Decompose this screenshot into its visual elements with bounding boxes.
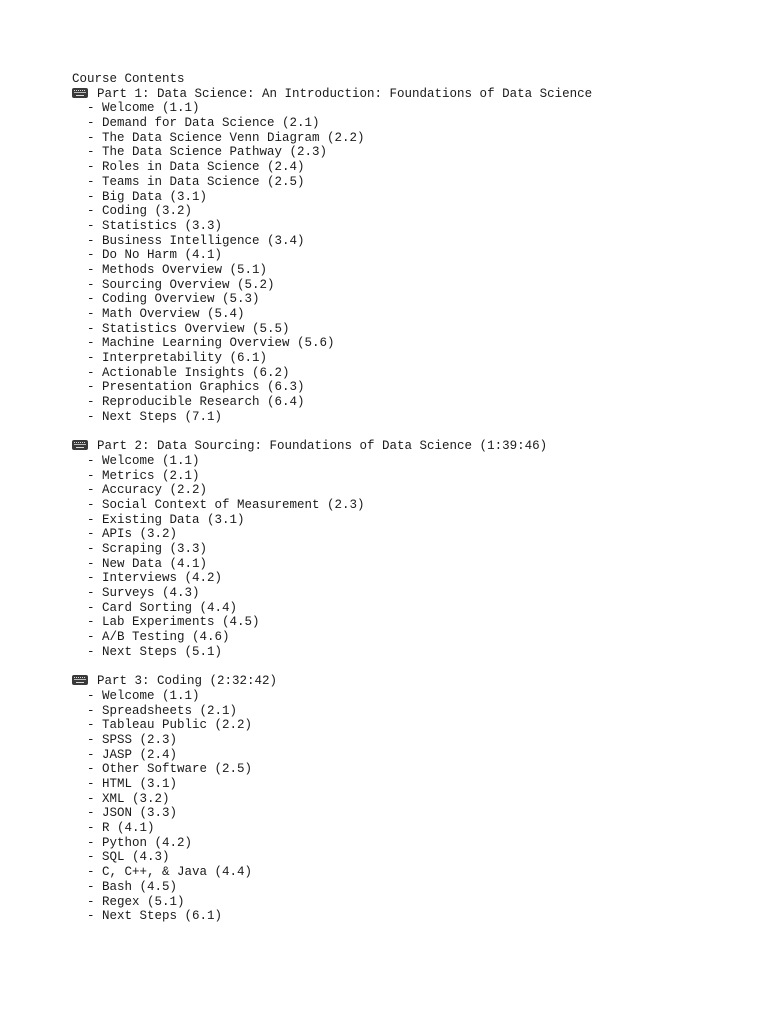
list-item <box>72 792 732 807</box>
list-item <box>72 895 732 910</box>
list-item-label: Reproducible Research (6.4) <box>102 395 305 410</box>
list-bullet: - <box>87 571 103 586</box>
part-1-items <box>72 101 732 424</box>
list-item-label: Accuracy (2.2) <box>102 483 208 498</box>
list-item <box>72 630 732 645</box>
list-item-label: Next Steps (6.1) <box>102 909 223 924</box>
list-item <box>72 498 732 513</box>
list-item-label: HTML (3.1) <box>102 777 178 791</box>
list-item-label: Do No Harm (4.1) <box>102 248 223 263</box>
list-item-label: APIs (3.2) <box>102 527 178 542</box>
list-item-label: Welcome (1.1) <box>102 453 200 468</box>
list-item <box>72 586 732 601</box>
list-item-label: Teams in Data Science (2.5) <box>102 174 305 189</box>
list-item-label: Big Data (3.1) <box>102 189 208 204</box>
list-item <box>72 145 732 160</box>
list-bullet: - <box>87 762 103 777</box>
list-item <box>72 777 732 792</box>
list-bullet: - <box>87 894 103 909</box>
list-item <box>72 307 732 322</box>
list-item-label: Coding (3.2) <box>102 204 193 219</box>
list-bullet: - <box>87 145 103 160</box>
list-item <box>72 836 732 851</box>
list-bullet: - <box>87 101 103 116</box>
list-item-label: The Data Science Venn Diagram (2.2) <box>102 130 365 145</box>
list-item <box>72 380 732 395</box>
keyboard-icon <box>72 440 88 450</box>
list-item-label: Welcome (1.1) <box>102 688 200 703</box>
part-2-items <box>72 454 732 660</box>
list-item <box>72 909 732 924</box>
list-item-label: Math Overview (5.4) <box>102 307 245 321</box>
part-2-section <box>72 439 732 659</box>
list-item <box>72 175 732 190</box>
list-bullet: - <box>87 262 103 277</box>
list-item-label: Sourcing Overview (5.2) <box>102 277 275 292</box>
list-bullet: - <box>87 365 103 380</box>
list-item-label: The Data Science Pathway (2.3) <box>102 145 328 160</box>
list-item-label: Spreadsheets (2.1) <box>102 703 238 718</box>
list-item-label: Tableau Public (2.2) <box>102 718 253 733</box>
list-item <box>72 204 732 219</box>
list-item <box>72 469 732 484</box>
list-bullet: - <box>87 336 103 351</box>
list-bullet: - <box>87 791 103 806</box>
list-bullet: - <box>87 512 103 527</box>
list-bullet: - <box>87 615 103 630</box>
part-1-section <box>72 87 732 425</box>
list-item <box>72 278 732 293</box>
course-contents-document <box>72 72 732 924</box>
section-spacer <box>72 660 732 675</box>
list-item <box>72 248 732 263</box>
list-item-label: Welcome (1.1) <box>102 101 200 116</box>
list-item-label: Demand for Data Science (2.1) <box>102 116 320 131</box>
list-item-label: Presentation Graphics (6.3) <box>102 380 305 395</box>
list-item-label: Statistics Overview (5.5) <box>102 321 290 336</box>
list-item-label: Other Software (2.5) <box>102 762 253 777</box>
list-item-label: Roles in Data Science (2.4) <box>102 160 305 175</box>
list-item <box>72 219 732 234</box>
document-heading: Course Contents <box>72 72 185 86</box>
list-bullet: - <box>87 747 103 762</box>
list-bullet: - <box>87 483 103 498</box>
list-bullet: - <box>87 835 103 850</box>
list-item <box>72 704 732 719</box>
list-item <box>72 645 732 660</box>
list-item <box>72 292 732 307</box>
list-item-label: Statistics (3.3) <box>102 218 223 233</box>
list-item <box>72 336 732 351</box>
list-item-label: Bash (4.5) <box>102 879 178 894</box>
list-item-label: Interpretability (6.1) <box>102 351 268 366</box>
list-item-label: Python (4.2) <box>102 835 193 850</box>
list-item-label: A/B Testing (4.6) <box>102 630 230 645</box>
list-item-label: Business Intelligence (3.4) <box>102 233 305 248</box>
list-item <box>72 689 732 704</box>
list-item-label: JASP (2.4) <box>102 747 178 762</box>
list-bullet: - <box>87 453 103 468</box>
list-item-label: Machine Learning Overview (5.6) <box>102 336 335 351</box>
part-2-title-text: Part 2: Data Sourcing: Foundations of Data Science (1:39:46) <box>97 439 548 454</box>
list-bullet: - <box>87 233 103 248</box>
list-item <box>72 513 732 528</box>
list-bullet: - <box>87 556 103 571</box>
list-bullet: - <box>87 468 103 483</box>
list-bullet: - <box>87 321 103 336</box>
list-bullet: - <box>87 527 103 542</box>
list-item-label: Next Steps (7.1) <box>102 409 223 424</box>
list-item-label: C, C++, & Java (4.4) <box>102 865 253 880</box>
list-bullet: - <box>87 174 103 189</box>
list-bullet: - <box>87 644 103 659</box>
list-item <box>72 865 732 880</box>
list-item-label: Interviews (4.2) <box>102 571 223 586</box>
list-item <box>72 806 732 821</box>
list-bullet: - <box>87 688 103 703</box>
list-item <box>72 101 732 116</box>
list-bullet: - <box>87 865 103 880</box>
list-item <box>72 880 732 895</box>
list-item-label: Next Steps (5.1) <box>102 644 223 659</box>
list-bullet: - <box>87 821 103 836</box>
list-bullet: - <box>87 307 103 321</box>
list-item-label: Methods Overview (5.1) <box>102 262 268 277</box>
list-bullet: - <box>87 630 103 645</box>
list-item <box>72 190 732 205</box>
list-item <box>72 160 732 175</box>
list-bullet: - <box>87 189 103 204</box>
list-bullet: - <box>87 380 103 395</box>
list-item-label: Regex (5.1) <box>102 894 185 909</box>
list-item <box>72 351 732 366</box>
list-item <box>72 131 732 146</box>
list-item <box>72 395 732 410</box>
part-3-title-text: Part 3: Coding (2:32:42) <box>97 674 278 689</box>
list-bullet: - <box>87 130 103 145</box>
list-bullet: - <box>87 850 103 865</box>
list-item-label: Surveys (4.3) <box>102 586 200 601</box>
list-item <box>72 748 732 763</box>
list-item <box>72 821 732 836</box>
list-item-label: Metrics (2.1) <box>102 468 200 483</box>
list-item-label: R (4.1) <box>102 821 155 836</box>
list-item <box>72 850 732 865</box>
list-bullet: - <box>87 160 103 175</box>
list-item <box>72 263 732 278</box>
list-item-label: New Data (4.1) <box>102 556 208 571</box>
list-item <box>72 615 732 630</box>
list-item-label: XML (3.2) <box>102 791 170 806</box>
section-spacer <box>72 425 732 440</box>
list-item <box>72 454 732 469</box>
list-item-label: Scraping (3.3) <box>102 542 208 556</box>
list-item <box>72 322 732 337</box>
list-bullet: - <box>87 292 103 307</box>
list-item-label: SPSS (2.3) <box>102 732 178 747</box>
list-item-label: Actionable Insights (6.2) <box>102 365 290 380</box>
list-bullet: - <box>87 395 103 410</box>
list-bullet: - <box>87 732 103 747</box>
list-bullet: - <box>87 879 103 894</box>
list-item <box>72 557 732 572</box>
part-2-title <box>72 439 732 454</box>
list-bullet: - <box>87 351 103 366</box>
list-item-label: SQL (4.3) <box>102 850 170 865</box>
list-bullet: - <box>87 218 103 233</box>
list-bullet: - <box>87 248 103 263</box>
list-item <box>72 366 732 381</box>
part-1-title <box>72 87 732 102</box>
part-1-title-text: Part 1: Data Science: An Introduction: Foundations of Data Science <box>97 86 593 101</box>
list-bullet: - <box>87 497 103 512</box>
list-item <box>72 571 732 586</box>
list-item <box>72 483 732 498</box>
list-bullet: - <box>87 600 103 615</box>
list-bullet: - <box>87 909 103 924</box>
list-item-label: Card Sorting (4.4) <box>102 600 238 615</box>
list-bullet: - <box>87 718 103 733</box>
part-3-title <box>72 674 732 689</box>
part-3-section <box>72 674 732 924</box>
list-item-label: Social Context of Measurement (2.3) <box>102 497 365 512</box>
list-bullet: - <box>87 204 103 219</box>
list-item-label: JSON (3.3) <box>102 806 178 821</box>
list-item <box>72 601 732 616</box>
list-bullet: - <box>87 116 103 131</box>
list-bullet: - <box>87 277 103 292</box>
keyboard-icon <box>72 675 88 685</box>
list-item <box>72 116 732 131</box>
list-item <box>72 718 732 733</box>
list-item <box>72 762 732 777</box>
part-3-items <box>72 689 732 924</box>
list-item <box>72 234 732 249</box>
list-bullet: - <box>87 542 103 556</box>
list-bullet: - <box>87 703 103 718</box>
list-item <box>72 542 732 557</box>
list-bullet: - <box>87 806 103 821</box>
list-item-label: Lab Experiments (4.5) <box>102 615 260 630</box>
list-item-label: Coding Overview (5.3) <box>102 292 260 307</box>
list-bullet: - <box>87 409 103 424</box>
list-bullet: - <box>87 586 103 601</box>
list-item-label: Existing Data (3.1) <box>102 512 245 527</box>
list-item <box>72 527 732 542</box>
list-item <box>72 410 732 425</box>
keyboard-icon <box>72 88 88 98</box>
list-bullet: - <box>87 777 103 791</box>
list-item <box>72 733 732 748</box>
